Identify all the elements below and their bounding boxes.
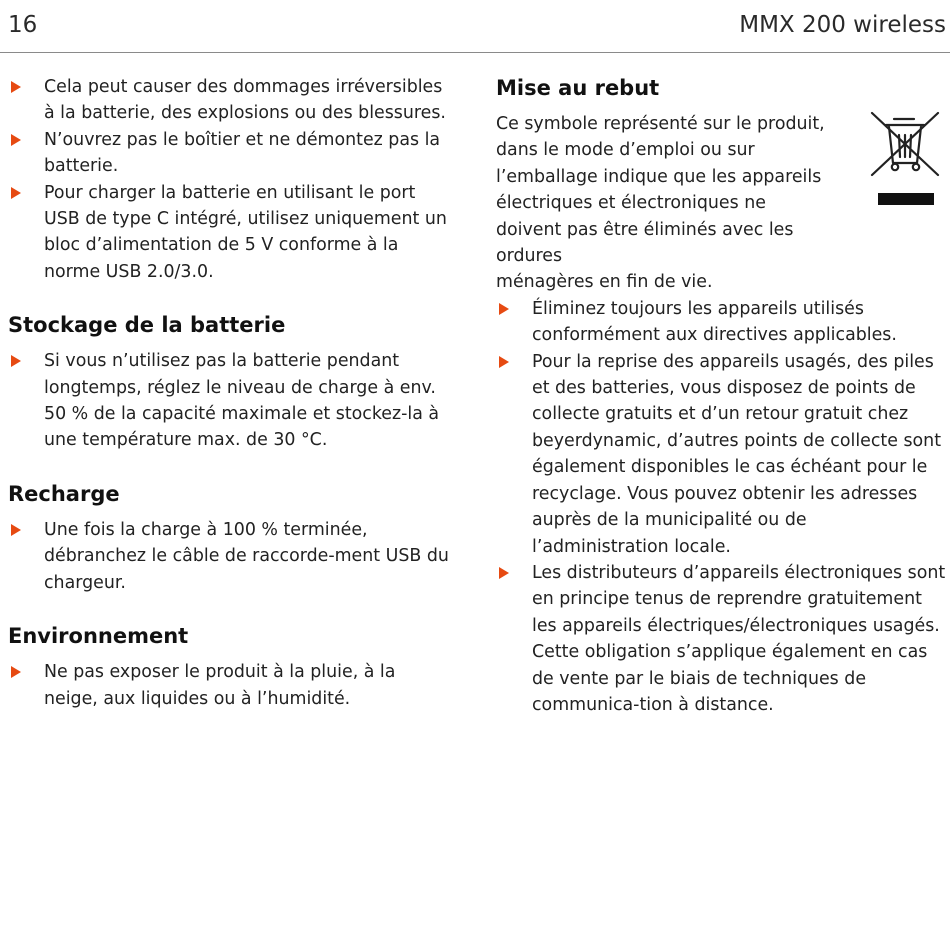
disposal-intro-tail: ménagères en fin de vie. <box>496 272 713 293</box>
section-heading: Environnement <box>8 624 189 649</box>
list-item: Si vous n’utilisez pas la batterie pendant longtemps, réglez le niveau de charge à env. 50 % de la capacité maximale et stockez-la à une température max. de 30 °C. <box>8 348 453 454</box>
triangle-right-icon <box>11 187 21 199</box>
disposal-intro-text: Ce symbole représenté sur le produit, dans le mode d’emploi ou sur l’emballage indique que les appareils électriques et électroniques ne doivent pas être éliminés avec les ordures <box>496 114 825 267</box>
section-heading: Stockage de la batterie <box>8 313 286 338</box>
disposal-heading: Mise au rebut <box>496 76 660 100</box>
triangle-right-icon <box>499 567 509 579</box>
bullet-list <box>8 348 453 454</box>
page-header <box>8 8 946 42</box>
disposal-intro <box>496 111 946 296</box>
bullet-list <box>8 659 453 712</box>
right-column <box>496 74 946 718</box>
list-item: N’ouvrez pas le boîtier et ne démontez pas la batterie. <box>8 127 453 180</box>
product-name: MMX 200 wireless <box>739 12 946 38</box>
list-item: Éliminez toujours les appareils utilisés conformément aux directives applicables. <box>496 296 946 349</box>
left-column <box>8 74 453 738</box>
header-divider <box>0 52 950 53</box>
triangle-right-icon <box>11 134 21 146</box>
recharge-section <box>8 480 453 596</box>
triangle-right-icon <box>11 666 21 678</box>
bullet-list <box>8 517 453 596</box>
page-number: 16 <box>8 12 38 38</box>
list-item: Ne pas exposer le produit à la pluie, à la neige, aux liquides ou à l’humidité. <box>8 659 453 712</box>
environment-section <box>8 622 453 712</box>
triangle-right-icon <box>499 356 509 368</box>
list-item: Pour la reprise des appareils usagés, des piles et des batteries, vous disposez de points de collecte gratuits et d’un retour gratuit chez beyerdynamic, d’autres points de collecte sont également disponibles le cas échéant pour le recyclage. Vous pouvez obtenir les adresses auprès de la municipalité ou de l’administration locale. <box>496 349 946 560</box>
intro-bullet-list <box>8 74 453 285</box>
list-item: Les distributeurs d’appareils électroniques sont en principe tenus de reprendre gratuitement les appareils électriques/électroniques usagés. Cette obligation s’applique également en cas de vente par le biais de techniques de communica-tion à distance. <box>496 560 946 718</box>
battery-storage-section <box>8 311 453 454</box>
list-item: Une fois la charge à 100 % terminée, débranchez le câble de raccorde-ment USB du chargeur. <box>8 517 453 596</box>
intro-section <box>8 74 453 285</box>
list-item: Pour charger la batterie en utilisant le port USB de type C intégré, utilisez uniquement un bloc d’alimentation de 5 V conforme à la norme USB 2.0/3.0. <box>8 180 453 286</box>
crossed-out-bin-icon <box>866 109 946 209</box>
list-item: Cela peut causer des dommages irréversibles à la batterie, des explosions ou des blessures. <box>8 74 453 127</box>
triangle-right-icon <box>11 81 21 93</box>
disposal-bullet-list <box>496 296 946 719</box>
section-heading: Recharge <box>8 481 120 506</box>
triangle-right-icon <box>11 355 21 367</box>
triangle-right-icon <box>499 303 509 315</box>
triangle-right-icon <box>11 524 21 536</box>
